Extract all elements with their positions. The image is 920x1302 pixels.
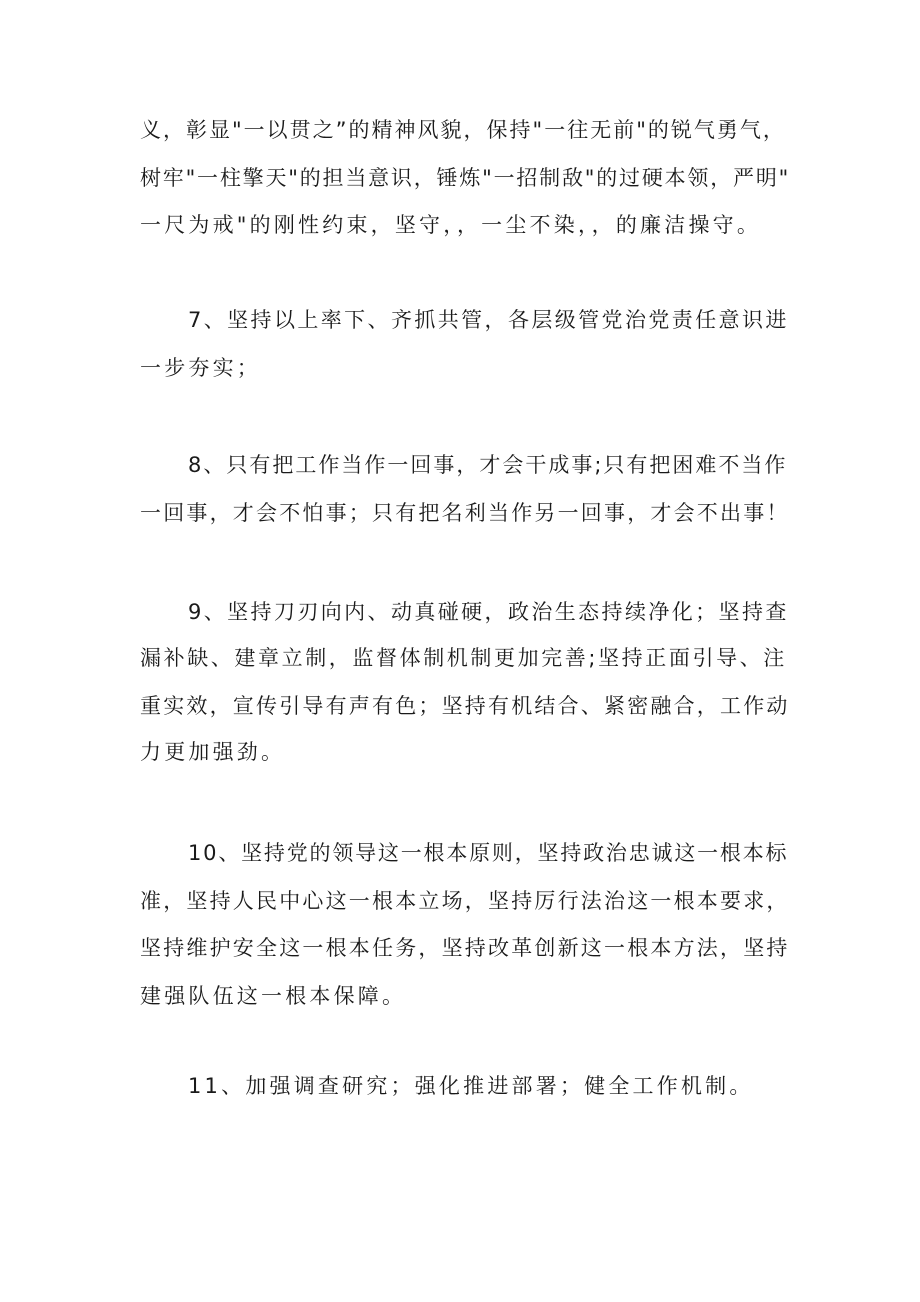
text-line: 10、坚持党的领导这一根本原则，坚持政治忠诚这一根本标 <box>188 841 789 865</box>
text-line: 8、只有把工作当作一回事，才会干成事;只有把困难不当作 <box>188 453 788 477</box>
text-line: 坚持维护安全这一根本任务，坚持改革创新这一根本方法，坚持 <box>140 936 790 960</box>
text-line: 一尺为戒"的刚性约束，坚守，，一尘不染，，的廉洁操守。 <box>140 213 762 237</box>
text-line: 9、坚持刀刃向内、动真碰硬，政治生态持续净化；坚持查 <box>188 600 789 624</box>
text-line: 力更加强劲。 <box>140 740 286 764</box>
text-line: 漏补缺、建章立制，监督体制机制更加完善;坚持正面引导、注 <box>140 646 787 670</box>
text-line: 准，坚持人民中心这一根本立场，坚持厉行法治这一根本要求， <box>140 889 790 913</box>
text-line: 树牢"一柱擎天"的担当意识，锤炼"一招制敌"的过硬本领，严明" <box>140 166 791 190</box>
text-line: 11、加强调查研究；强化推进部署；健全工作机制。 <box>188 1074 754 1098</box>
text-line: 7、坚持以上率下、齐抓共管，各层级管党治党责任意识进 <box>188 308 789 332</box>
text-line: 一回事，才会不怕事；只有把名利当作另一回事，才会不出事！ <box>140 501 790 525</box>
text-line: 一步夯实； <box>140 356 261 380</box>
text-line: 义，彰显"一以贯之”的精神风貌，保持"一往无前"的锐气勇气， <box>140 118 786 142</box>
text-line: 建强队伍这一根本保障。 <box>140 984 407 1008</box>
text-line: 重实效，宣传引导有声有色；坚持有机结合、紧密融合，工作动 <box>140 694 790 718</box>
